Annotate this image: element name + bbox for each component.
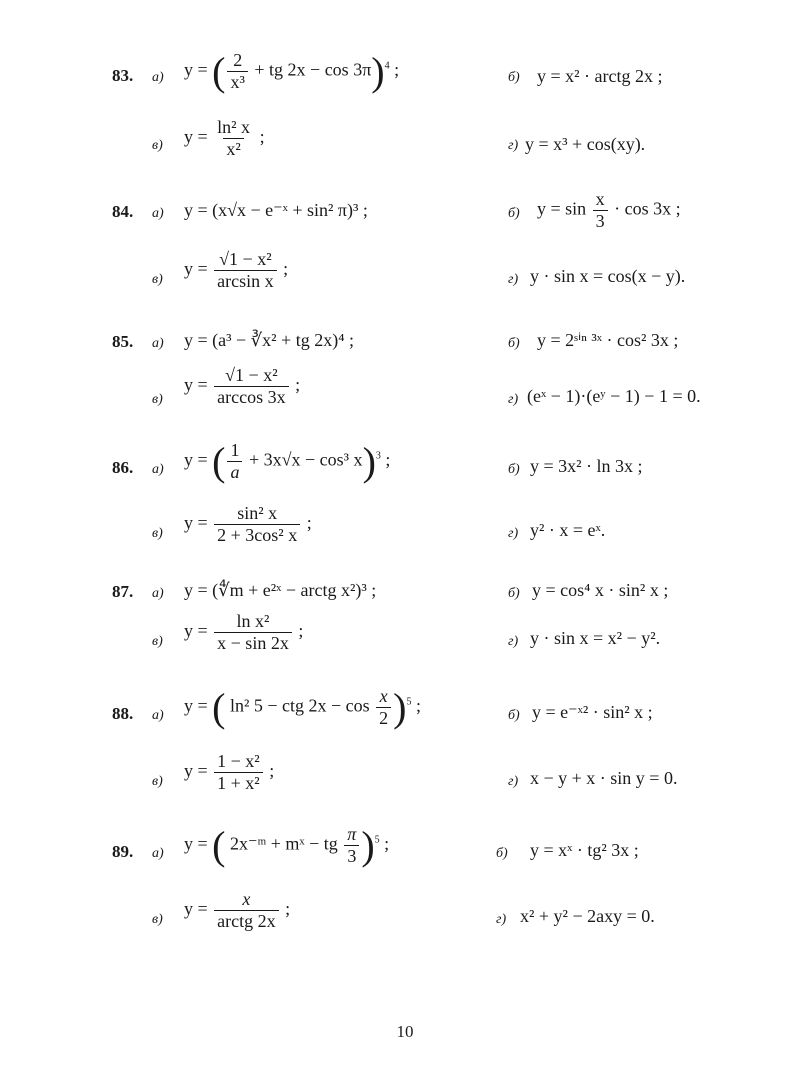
equation-g: x² + y² − 2axy = 0. [520,906,655,926]
eq-prefix: y = sin [537,198,587,219]
equation-v [184,250,288,291]
equation-a [184,822,389,869]
item-label-b: б) [508,586,520,601]
item-label-a: а) [152,462,164,477]
paren-right: ) [393,685,407,730]
denominator: arcsin x [214,270,276,291]
eq-prefix: y = [184,59,208,80]
denominator: x − sin 2x [214,632,292,653]
exponent: 5 [374,834,380,846]
paren-left: ( [212,685,226,730]
numerator: √1 − x² [219,249,272,269]
eq-prefix: y = [184,258,208,279]
eq-body: 2x⁻ᵐ + mˣ − tg [229,833,338,854]
denominator: arccos 3x [214,386,288,407]
equation-a: y = (x√x − e⁻ˣ + sin² π)³ ; [184,200,368,220]
eq-prefix: y = [184,449,208,470]
numerator: x [242,889,251,909]
fraction [376,687,391,728]
eq-tail: ; [269,760,275,781]
eq-prefix: y = [184,898,208,919]
denominator: 3 [593,210,608,231]
denominator: arctg 2x [214,910,278,931]
numerator: 1 [230,440,240,461]
eq-prefix: y = [184,833,208,854]
equation-a: y = (∜m + e²ˣ − arctg x²)³ ; [184,580,377,600]
denominator: x² [223,138,243,159]
denominator: a [227,461,242,482]
eq-tail: ; [283,258,289,279]
equation-g: x − y + x · sin y = 0. [530,768,678,788]
item-label-v: в) [152,526,163,541]
item-label-b: б) [508,462,520,477]
equation-b: y = 2ˢⁱⁿ ³ˣ · cos² 3x ; [537,330,679,350]
numerator: ln² x [217,117,251,137]
paren-left: ( [212,439,226,484]
eq-tail: ; [295,374,301,395]
page-number: 10 [396,1022,414,1041]
eq-tail: ; [385,449,391,470]
eq-prefix: y = [184,695,208,716]
eq-prefix: y = [184,512,208,533]
equation-v [184,890,290,931]
equation-a [184,48,399,95]
paren-right: ) [362,439,376,484]
equation-g: y · sin x = cos(x − y). [530,266,686,286]
paren-left: ( [212,49,226,94]
eq-body: + tg 2x − cos 3π [254,59,372,80]
item-label-b: б) [496,846,508,861]
item-label-g: г) [496,912,507,927]
eq-body: · cos 3x ; [614,198,681,219]
equation-b: y = e⁻ˣ² · sin² x ; [532,702,653,722]
problem-number: 89. [112,842,134,861]
item-label-a: а) [152,708,164,723]
eq-tail: ; [285,898,291,919]
numerator: √1 − x² [225,365,278,385]
paren-left: ( [212,823,226,868]
equation-g: y² · x = eˣ. [530,520,606,540]
item-label-v: в) [152,138,163,153]
fraction [593,190,608,231]
fraction [214,504,300,545]
eq-prefix: y = [184,760,208,781]
eq-tail: ; [298,620,304,641]
item-label-a: а) [152,846,164,861]
numerator: sin² x [237,503,278,523]
fraction [214,118,253,159]
numerator: ln x² [236,611,270,631]
eq-prefix: y = [184,126,208,147]
eq-body: ln² 5 − ctg 2x − cos [229,695,370,716]
denominator: 1 + x² [214,772,263,793]
item-label-g: г) [508,392,519,407]
equation-g: (eˣ − 1)·(eʸ − 1) − 1 = 0. [527,386,701,406]
numerator: x [379,686,388,707]
eq-tail: ; [394,59,400,80]
equation-v [184,612,303,653]
eq-tail: ; [416,695,422,716]
problem-number: 83. [112,66,134,85]
equation-v [184,118,265,159]
eq-tail: ; [306,512,312,533]
item-label-v: в) [152,634,163,649]
fraction [214,890,278,931]
eq-body: + 3x√x − cos³ x [248,449,363,470]
equation-b: y = cos⁴ x · sin² x ; [532,580,669,600]
item-label-v: в) [152,774,163,789]
equation-v [184,504,312,545]
equation-a [184,438,390,485]
numerator: 2 [233,50,243,71]
eq-prefix: y = [184,620,208,641]
eq-prefix: y = [184,374,208,395]
item-label-g: г) [508,634,519,649]
item-label-a: а) [152,586,164,601]
eq-tail: ; [384,833,390,854]
exponent: 5 [406,696,412,708]
fraction [214,366,288,407]
numerator: x [595,189,605,209]
exponent: 4 [384,60,390,72]
exponent: 3 [375,450,381,462]
item-label-b: б) [508,336,520,351]
equation-a: y = (a³ − ∛x² + tg 2x)⁴ ; [184,330,354,350]
problem-number: 88. [112,704,134,723]
fraction [214,752,263,793]
denominator: 2 [376,707,391,728]
equation-a [184,684,421,731]
problem-number: 87. [112,582,134,601]
item-label-a: а) [152,336,164,351]
item-label-v: в) [152,912,163,927]
fraction [227,51,247,92]
item-label-g: г) [508,526,519,541]
item-label-g: г) [508,138,519,153]
item-label-b: б) [508,70,520,85]
denominator: 3 [344,845,359,866]
problem-number: 84. [112,202,134,221]
fraction [214,250,276,291]
eq-tail: ; [259,126,265,147]
equation-v [184,752,274,793]
fraction [344,825,359,866]
equation-b: y = xˣ · tg² 3x ; [530,840,639,860]
item-label-b: б) [508,206,520,221]
paren-right: ) [371,49,385,94]
item-label-a: а) [152,70,164,85]
equation-g: y · sin x = x² − y². [530,628,661,648]
fraction [214,612,292,653]
problem-number: 86. [112,458,134,477]
item-label-v: в) [152,392,163,407]
numerator: 1 − x² [217,751,260,771]
equation-b: y = x² · arctg 2x ; [537,66,663,86]
denominator: 2 + 3cos² x [214,524,300,545]
paren-right: ) [361,823,375,868]
denominator: x³ [227,71,247,92]
item-label-a: а) [152,206,164,221]
item-label-g: г) [508,774,519,789]
equation-b: y = 3x² · ln 3x ; [530,456,643,476]
problem-number: 85. [112,332,134,351]
numerator: π [347,824,357,845]
equation-b [537,190,681,231]
item-label-v: в) [152,272,163,287]
item-label-b: б) [508,708,520,723]
equation-v [184,366,300,407]
equation-g: y = x³ + cos(xy). [525,134,646,154]
item-label-g: г) [508,272,519,287]
fraction [227,441,242,482]
